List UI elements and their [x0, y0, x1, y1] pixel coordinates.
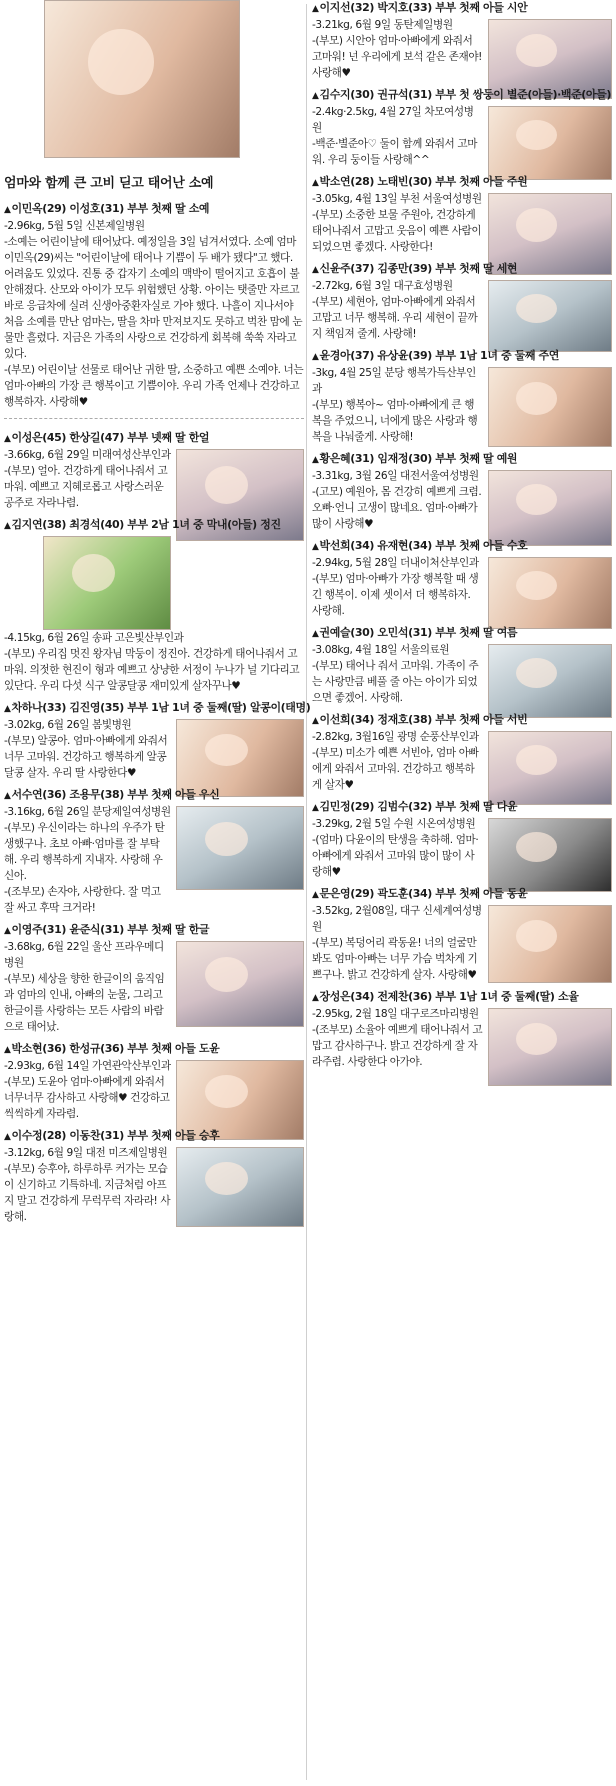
column-divider: [306, 4, 307, 1780]
list-item: [312, 348, 612, 445]
entry-message: -(부모) 미소가 예쁜 서빈아, 엄마 아빠에게 와줘서 고마워. 건강하고 행복하게 살자♥: [312, 747, 479, 791]
entry-message: -(부모) 알콩아. 엄마·아빠에게 와줘서 너무 고마워. 건강하고 행복하게 알콩달콩 살자. 우리 딸 사랑한다♥: [4, 735, 168, 779]
entry-body: -소예는 어린이날에 태어났다. 예정일을 3일 넘겨서였다. 소예 엄마 이민옥(29)씨는 "어린이날에 태어나 기쁨이 두 배가 됐다"고 했다. 어려움도 있었다. 진통 중 갑자기 소예의 맥박이 떨어지고 호흡이 불안해졌다. 산모와 아이가 모두 위험했던 상황. 아이는 탯줄만 자르고 바로 응급차에 실려 신생아중환자실로 가야 했다. 나흘이 지나서야 처음 소예를 만난 엄마는, 딸을 차마 만져보지도 못하고 벅찬 맘에 눈물만 흘렸다. 지금은 가족의 사랑으로 건강하게 회복해 쑥쑥 자라고 있다.: [4, 236, 303, 360]
entry-info: -3.21kg, 6월 9일 동탄제일병원: [312, 19, 453, 31]
entry-message: -(부모) 우신이라는 하나의 우주가 탄생했구나. 초보 아빠·엄마를 잘 부탁해. 우리 행복하게 지내자. 사랑해 우신아.: [4, 822, 165, 882]
left-column: [4, 0, 311, 1231]
triangle-icon: ▲: [312, 629, 319, 639]
entry-info: -3.16kg, 6월 26일 분당제일여성병원: [4, 806, 171, 818]
entry-head: 김민정(29) 김범수(32) 부부 첫째 딸 다윤: [319, 800, 518, 813]
family-photo: [176, 941, 304, 1027]
triangle-icon: ▲: [312, 91, 319, 101]
entry-head: 이지선(32) 박지호(33) 부부 첫째 아들 시안: [319, 1, 528, 14]
triangle-icon: ▲: [312, 542, 319, 552]
list-item: [4, 700, 311, 781]
entry-message: -(부모) 복덩어리 곽동윤! 너의 얼굴만 봐도 엄마·아빠는 너무 가슴 벅차게 기쁘구나. 밝고 건강하게 살자. 사랑해♥: [312, 937, 478, 981]
entry-message: -(부모) 태어나 줘서 고마워. 가족이 주는 사랑만큼 베풀 줄 아는 아이가 되었으면 좋겠어. 사랑해.: [312, 660, 479, 704]
entry-head: 박소연(28) 노태빈(30) 부부 첫째 아들 주원: [319, 175, 528, 188]
list-item: [312, 799, 612, 880]
entry-info: -2.95kg, 2월 18일 대구로즈마리병원: [312, 1008, 479, 1020]
entry-message: -(부모) 세현아, 엄마·아빠에게 와줘서 고맙고 너무 행복해. 우리 세현이 끝까지 책임져 줄게. 사랑해!: [312, 296, 478, 340]
triangle-icon: ▲: [312, 890, 319, 900]
list-item: [4, 1041, 304, 1122]
triangle-icon: ▲: [4, 1132, 11, 1142]
family-photo: [176, 806, 304, 890]
list-item: [312, 989, 612, 1070]
triangle-icon: ▲: [4, 926, 11, 936]
entry-head: 이영주(31) 윤준식(31) 부부 첫째 딸 한글: [11, 923, 210, 936]
entry-info: -3.68kg, 6월 22일 울산 프라우메디병원: [4, 941, 164, 969]
entry-head: 윤경아(37) 유상윤(39) 부부 1남 1녀 중 둘째 주연: [319, 349, 559, 362]
baby-photo: [488, 905, 612, 983]
entry-message: -(엄마) 다윤이의 탄생을 축하해. 엄마·아빠에게 와줘서 고마워 많이 많이 사랑해♥: [312, 834, 479, 878]
list-item: [312, 712, 612, 793]
entry-head: 장성은(34) 전제찬(36) 부부 1남 1녀 중 둘째(딸) 소율: [319, 990, 579, 1003]
entry-info: -2.82kg, 3월16일 광명 순풍산부인과: [312, 731, 479, 743]
entry-message: -(부모) 어린이날 선물로 태어난 귀한 딸, 소중하고 예쁜 소예야. 너는 엄마·아빠의 가장 큰 행복이고 기쁨이야. 우리 가족 언제나 건강하고 행복하자. 사랑해♥: [4, 364, 304, 408]
triangle-icon: ▲: [312, 716, 319, 726]
list-item: [312, 538, 612, 619]
list-item: [4, 430, 304, 511]
entry-head: 박소현(36) 한성규(36) 부부 첫째 아들 도윤: [11, 1042, 220, 1055]
entry-info: -3.08kg, 4월 18일 서울의료원: [312, 644, 450, 656]
entry-message: -(부모) 승후야, 하루하루 커가는 모습이 신기하고 기특하네. 지금처럼 아프지 말고 건강하게 무럭무럭 자라라! 사랑해.: [4, 1163, 171, 1223]
triangle-icon: ▲: [4, 1045, 11, 1055]
entry-head: 차하나(33) 김진영(35) 부부 1남 1녀 중 둘째(딸) 알콩이(태명): [11, 701, 311, 714]
triangle-icon: ▲: [312, 4, 319, 14]
list-item: [4, 922, 304, 1035]
entry-head: 이선희(34) 정재호(38) 부부 첫째 아들 서빈: [319, 713, 528, 726]
baby-photo: [488, 280, 612, 352]
list-item: [312, 886, 612, 983]
feature-entry: [4, 201, 304, 410]
list-item: [312, 625, 612, 706]
entry-info: -2.4kg·2.5kg, 4월 27일 차모여성병원: [312, 106, 474, 134]
entry-message: -(부모) 세상을 향한 한글이의 움직임과 엄마의 인내, 아빠의 눈물, 그리고 한글이를 사랑하는 모든 사람의 바람으로 태어났.: [4, 973, 165, 1033]
entry-message-grandparents: -(조부모) 손자야, 사랑한다. 잘 먹고 잘 싸고 후딱 크거라!: [4, 886, 161, 914]
entry-head: 황은혜(31) 임재정(30) 부부 첫째 딸 예원: [319, 452, 518, 465]
entry-message: -(부모) 도윤아 엄마·아빠에게 와줘서 너무너무 감사하고 사랑해♥ 건강하고 씩씩하게 자라렴.: [4, 1076, 170, 1120]
triangle-icon: ▲: [312, 993, 319, 1003]
entry-message: -(부모) 행복아~ 엄마·아빠에게 큰 행복을 주었으니, 너에게 많은 사랑과 행복을 나눠줄게. 사랑해!: [312, 399, 478, 443]
section-divider: [4, 418, 304, 420]
entry-head: 이성은(45) 한상길(47) 부부 넷째 딸 한얼: [11, 431, 210, 444]
family-photo: [488, 367, 612, 447]
entry-head: 신윤주(37) 김종만(39) 부부 첫째 딸 세현: [319, 262, 518, 275]
baby-photo: [176, 719, 304, 797]
feature-photo: [44, 0, 240, 158]
list-item: [4, 517, 304, 694]
family-photo: [488, 644, 612, 718]
list-item: [312, 451, 612, 532]
entry-head: 권예슬(30) 오민석(31) 부부 첫째 딸 여름: [319, 626, 518, 639]
baby-photo: [488, 557, 612, 629]
entry-head: 서수연(36) 조용무(38) 부부 첫째 아들 우신: [11, 788, 220, 801]
entry-head: 김수지(30) 권규석(31) 부부 첫 쌍둥이 별준(아들)·백준(아들): [319, 88, 612, 101]
entry-message: -(부모) 우리집 멋진 왕자님 막둥이 정진아. 건강하게 태어나줘서 고마워. 의젓한 현진이 형과 예쁘고 상냥한 서정이 누나가 널 기다리고 있단다. 우리 다섯 식구 알콩달콩 재미있게 살자꾸나♥: [4, 648, 300, 692]
family-photo: [488, 1008, 612, 1086]
triangle-icon: ▲: [312, 178, 319, 188]
entry-info: -3.31kg, 3월 26일 대전서울여성병원: [312, 470, 479, 482]
baby-photo: [488, 470, 612, 546]
baby-photo: [488, 106, 612, 180]
entry-head: 김지연(38) 최경석(40) 부부 2남 1녀 중 막내(아들) 정진: [11, 518, 281, 531]
baby-photo: [176, 1147, 304, 1227]
entry-info: -2.93kg, 6월 14일 가연관악산부인과: [4, 1060, 171, 1072]
baby-photo: [488, 818, 612, 892]
list-item: [4, 1128, 304, 1225]
triangle-icon: ▲: [312, 352, 319, 362]
triangle-icon: ▲: [312, 265, 319, 275]
entry-info: -2.72kg, 6월 3일 대구효성병원: [312, 280, 453, 292]
triangle-icon: ▲: [4, 791, 11, 801]
entry-info: -2.94kg, 5월 28일 더내이처산부인과: [312, 557, 479, 569]
entry-info: -3.12kg, 6월 9일 대전 미즈제일병원: [4, 1147, 168, 1159]
list-item: [312, 0, 612, 81]
entry-head: 문은영(29) 곽도훈(34) 부부 첫째 아들 동윤: [319, 887, 528, 900]
triangle-icon: ▲: [4, 521, 11, 531]
entry-message: -(부모) 얼아. 건강하게 태어나줘서 고마워. 예쁘고 지혜로롭고 사랑스러운 공주로 자라나렴.: [4, 465, 168, 509]
triangle-icon: ▲: [4, 704, 11, 714]
entry-info: -3.29kg, 2월 5일 수원 시온여성병원: [312, 818, 476, 830]
entry-message: -(부모) 소중한 보물 주원아, 건강하게 태어나줘서 고맙고 웃음이 예쁜 사람이 되었으면 좋겠다. 사랑한다!: [312, 209, 482, 253]
entry-message: -백준·별준아♡ 둘이 함께 와줘서 고마워. 우리 둥이들 사랑해^^: [312, 138, 478, 166]
list-item: [4, 787, 304, 916]
entry-head: 박선희(34) 유재현(34) 부부 첫째 아들 수호: [319, 539, 528, 552]
baby-photo: [43, 536, 171, 630]
entry-info: -2.96kg, 5월 5일 신본제일병원: [4, 220, 145, 232]
triangle-icon: ▲: [312, 455, 319, 465]
entry-info: -3.52kg, 2월08일, 대구 신세계여성병원: [312, 905, 482, 933]
triangle-icon: ▲: [4, 434, 11, 444]
right-column: [312, 0, 612, 1086]
entry-info: -3.05kg, 4월 13일 부천 서울여성병원: [312, 193, 482, 205]
entry-info: -4.15kg, 6월 26일 송파 고은빛산부인과: [4, 632, 184, 644]
triangle-icon: ▲: [4, 205, 11, 215]
entry-head: 이민옥(29) 이성호(31) 부부 첫째 딸 소예: [11, 202, 210, 215]
entry-message: -(조부모) 소율아 예쁘게 태어나줘서 고맙고 감사하구나. 밝고 건강하게 잘 자라주렴. 사랑한다 아가야.: [312, 1024, 483, 1068]
entry-message: -(부모) 엄마·아빠가 가장 행복할 때 생긴 행복이. 이제 셋이서 더 행복하자. 사랑해.: [312, 573, 479, 617]
list-item: [312, 87, 612, 168]
entry-message: -(부모) 시안아 엄마·아빠에게 와줘서 고마워! 넌 우리에게 보석 같은 존재야! 사랑해♥: [312, 35, 483, 79]
entry-info: -3.66kg, 6월 29일 미래여성산부인과: [4, 449, 171, 461]
feature-title: 엄마와 함께 큰 고비 딛고 태어난 소예: [4, 176, 214, 191]
entry-info: -3.02kg, 6월 26일 봄빛병원: [4, 719, 132, 731]
entry-message: -(고모) 예원아, 몸 건강히 예쁘게 크렴. 오빠·언니 고생이 많네요. 엄마·아빠가 많이 사랑해♥: [312, 486, 482, 530]
list-item: [312, 261, 612, 342]
entry-head: 이수정(28) 이동찬(31) 부부 첫째 아들 승후: [11, 1129, 220, 1142]
entry-info: -3kg, 4월 25일 분당 행복가득산부인과: [312, 367, 476, 395]
family-photo: [488, 731, 612, 805]
triangle-icon: ▲: [312, 803, 319, 813]
list-item: [312, 174, 612, 255]
